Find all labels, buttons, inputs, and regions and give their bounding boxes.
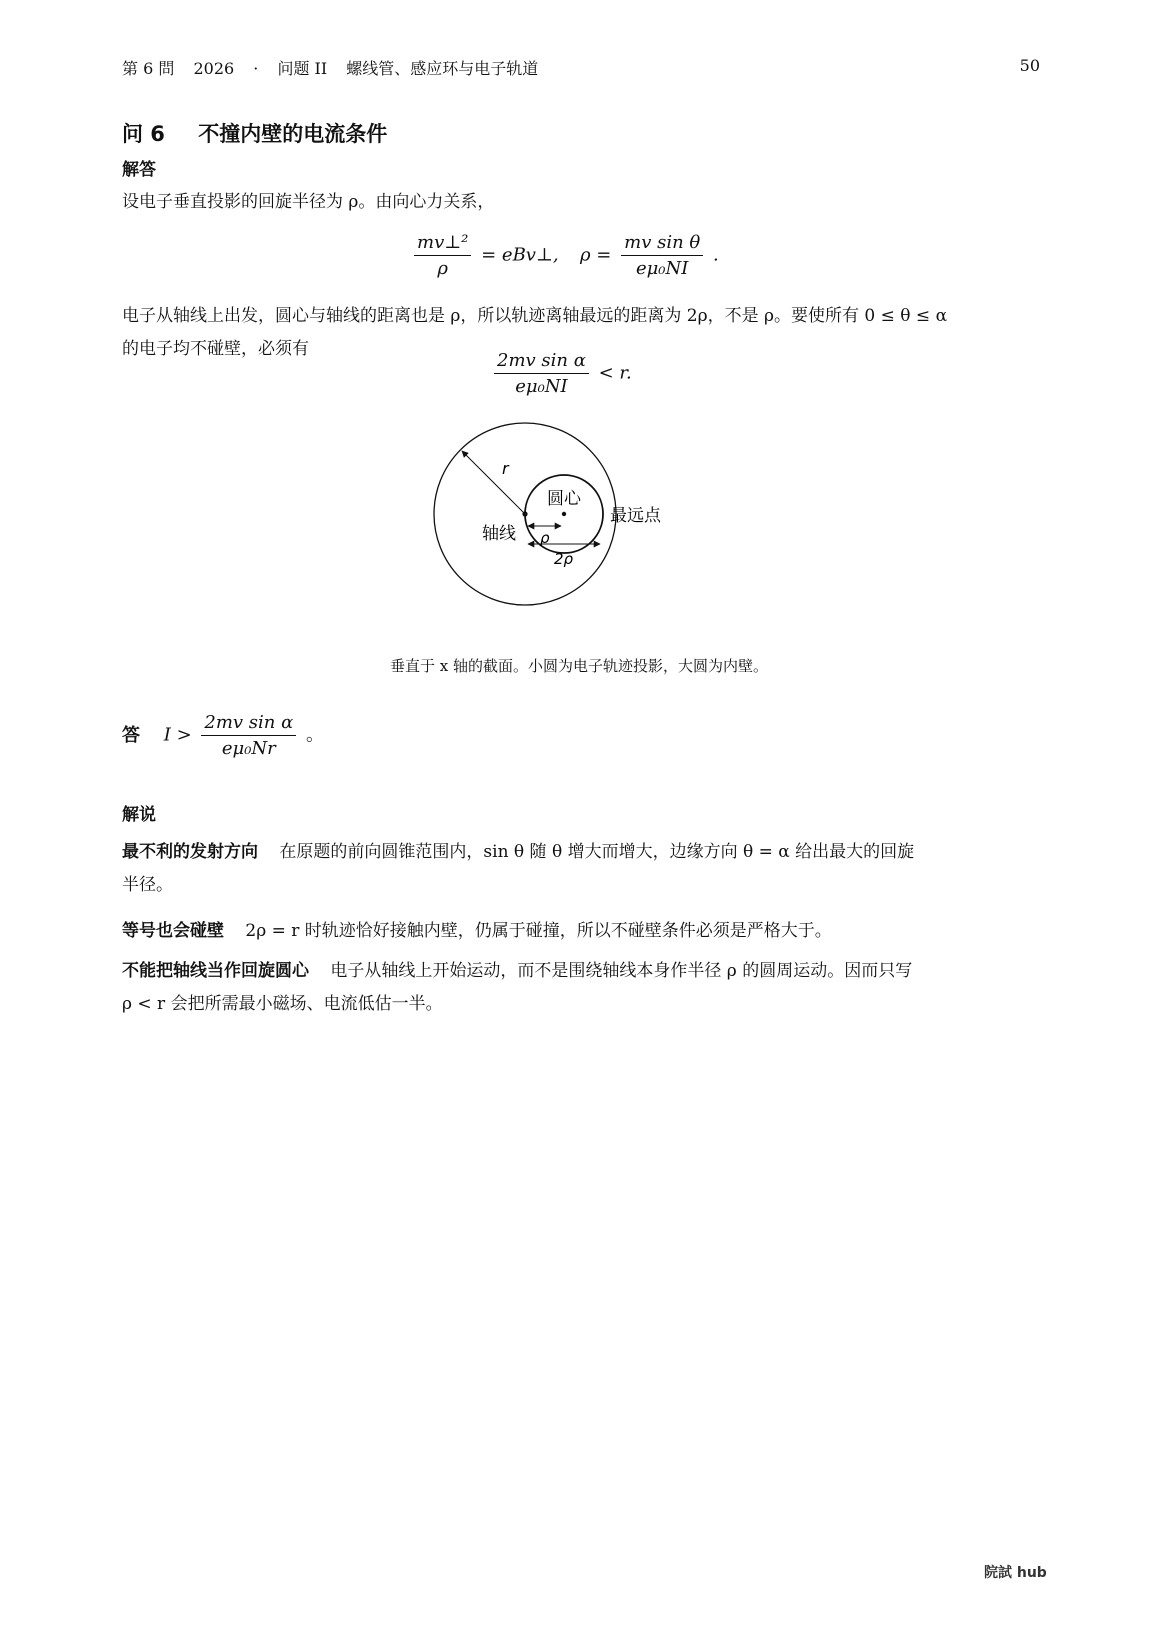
eq2-fraction [621, 232, 703, 279]
equation-radius [580, 232, 719, 279]
solution-paragraph-line2: 的电子均不碰壁，必须有 [122, 339, 309, 359]
answer-label: 答 [122, 724, 140, 746]
header-topic: 螺线管、感应环与电子轨道 [346, 59, 539, 78]
label-axis: 轴线 [482, 524, 516, 544]
commentary-text-1a: 在原题的前向圆锥范围内，sin θ 随 θ 增大而增大，边缘方向 θ = α 给出最大的回旋 [279, 842, 915, 862]
eq1-denominator: ρ [437, 258, 448, 279]
answer-lhs: I > [163, 724, 192, 746]
eq2-numerator: mv sin θ [621, 232, 703, 256]
eq2-denominator: eμ₀NI [635, 258, 689, 279]
eq1-numerator: mv⊥² [414, 232, 471, 256]
footer-brand: 院試 hub [984, 1565, 1047, 1581]
label-r: r [502, 459, 509, 478]
header-problem: 问题 II [277, 59, 328, 78]
section-title: 不撞内壁的电流条件 [198, 122, 388, 146]
answer-denominator: eμ₀Nr [221, 738, 276, 759]
label-center: 圆心 [547, 489, 581, 509]
solution-heading: 解答 [122, 160, 156, 180]
section-heading [122, 118, 387, 148]
center-point [562, 512, 566, 516]
commentary-text-1b: 半径。 [122, 875, 173, 895]
cond-rhs: < r. [598, 362, 632, 384]
cond-fraction [494, 350, 589, 397]
commentary-text-2: 2ρ = r 时轨迹恰好接触内壁，仍属于碰撞，所以不碰壁条件必须是严格大于。 [245, 921, 832, 941]
header-year: 2026 [193, 59, 235, 78]
commentary-term-2: 等号也会碰壁 [122, 921, 224, 941]
axis-point [522, 511, 527, 516]
radius-r-arrow [462, 451, 525, 514]
answer-block [122, 712, 324, 759]
answer-numerator: 2mv sin α [201, 712, 296, 736]
section-number: 问 6 [122, 122, 165, 146]
answer-end: 。 [306, 724, 324, 746]
commentary-term-1: 最不利的发射方向 [122, 842, 258, 862]
running-header [122, 56, 1040, 79]
commentary-item-2 [122, 915, 1042, 948]
answer-fraction [201, 712, 296, 759]
header-chapter: 第 6 問 [122, 59, 175, 78]
equation-centripetal [410, 232, 559, 279]
cross-section-figure [420, 415, 720, 615]
solution-intro: 设电子垂直投影的回旋半径为 ρ。由向心力关系， [122, 192, 495, 212]
commentary-item-3 [122, 955, 1042, 1021]
commentary-term-3: 不能把轴线当作回旋圆心 [122, 961, 309, 981]
cond-denominator: eμ₀NI [515, 376, 568, 397]
commentary-heading: 解说 [122, 805, 156, 825]
equation-condition [490, 350, 632, 397]
eq1-rhs: = eBv⊥, [481, 244, 559, 266]
figure-caption: 垂直于 x 轴的截面。小圆为电子轨迹投影，大圆为内壁。 [390, 657, 768, 675]
commentary-text-3b: ρ < r 会把所需最小磁场、电流低估一半。 [122, 994, 443, 1014]
eq2-end: . [712, 244, 719, 266]
header-left [122, 56, 552, 79]
commentary-text-3a: 电子从轴线上开始运动，而不是围绕轴线本身作半径 ρ 的圆周运动。因而只写 [330, 961, 913, 981]
commentary-item-1 [122, 836, 1042, 902]
label-rho: ρ [540, 529, 550, 547]
eq1-fraction [414, 232, 471, 279]
cond-numerator: 2mv sin α [494, 350, 589, 374]
label-farthest-point: 最远点 [610, 506, 661, 526]
header-page-number: 50 [1019, 56, 1040, 75]
header-bullet: · [253, 59, 259, 78]
eq2-lhs: ρ = [580, 244, 612, 266]
label-two-rho: 2ρ [554, 550, 574, 568]
solution-paragraph-line1: 电子从轴线上出发，圆心与轴线的距离也是 ρ，所以轨迹离轴最远的距离为 2ρ，不是 ρ。要使所有 0 ≤ θ ≤ α [122, 306, 948, 326]
